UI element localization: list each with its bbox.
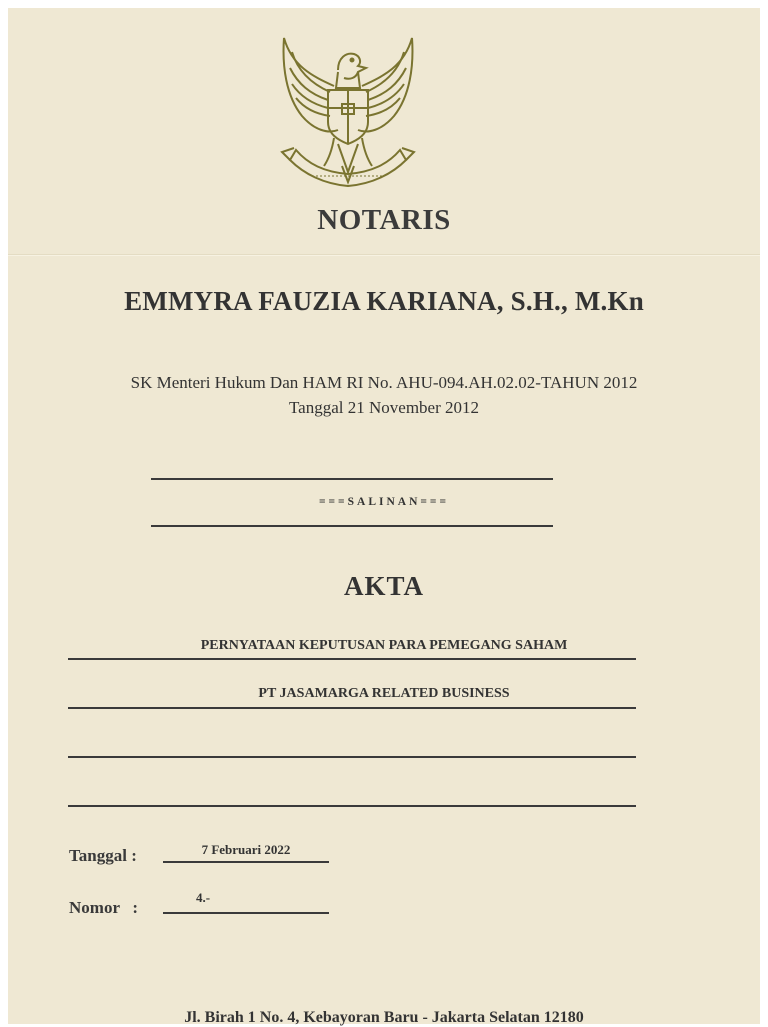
rule-title-1 [68, 658, 636, 660]
office-label: NOTARIS [317, 204, 451, 236]
rule-top-salinan [151, 478, 553, 480]
rule-title-3 [68, 756, 636, 758]
rule-bottom-salinan [151, 525, 553, 527]
deed-cover-page [8, 8, 760, 1024]
deed-title-line-1: PERNYATAAN KEPUTUSAN PARA PEMEGANG SAHAM [200, 638, 568, 653]
number-label: Nomor : [69, 898, 139, 917]
deed-heading: AKTA [343, 571, 424, 601]
notary-name: EMMYRA FAUZIA KARIANA, S.H., M.Kn [124, 286, 644, 316]
paper-fold-line [8, 254, 760, 255]
rule-title-4 [68, 805, 636, 807]
date-value: 7 Februari 2022 [201, 842, 291, 857]
number-underline [163, 912, 329, 914]
date-label: Tanggal : [69, 846, 137, 865]
date-underline [163, 861, 329, 863]
number-value: 4.- [195, 890, 211, 905]
rule-title-2 [68, 707, 636, 709]
copy-label: ===SALINAN=== [318, 496, 450, 508]
decree-date: Tanggal 21 November 2012 [288, 398, 479, 417]
deed-title-line-2: PT JASAMARGA RELATED BUSINESS [258, 686, 510, 701]
office-address: Jl. Birah 1 No. 4, Kebayoran Baru - Jakarta Selatan 12180 [184, 1009, 584, 1026]
decree-line: SK Menteri Hukum Dan HAM RI No. AHU-094.AH.02.02-TAHUN 2012 [130, 373, 638, 392]
garuda-emblem-icon [272, 26, 424, 196]
